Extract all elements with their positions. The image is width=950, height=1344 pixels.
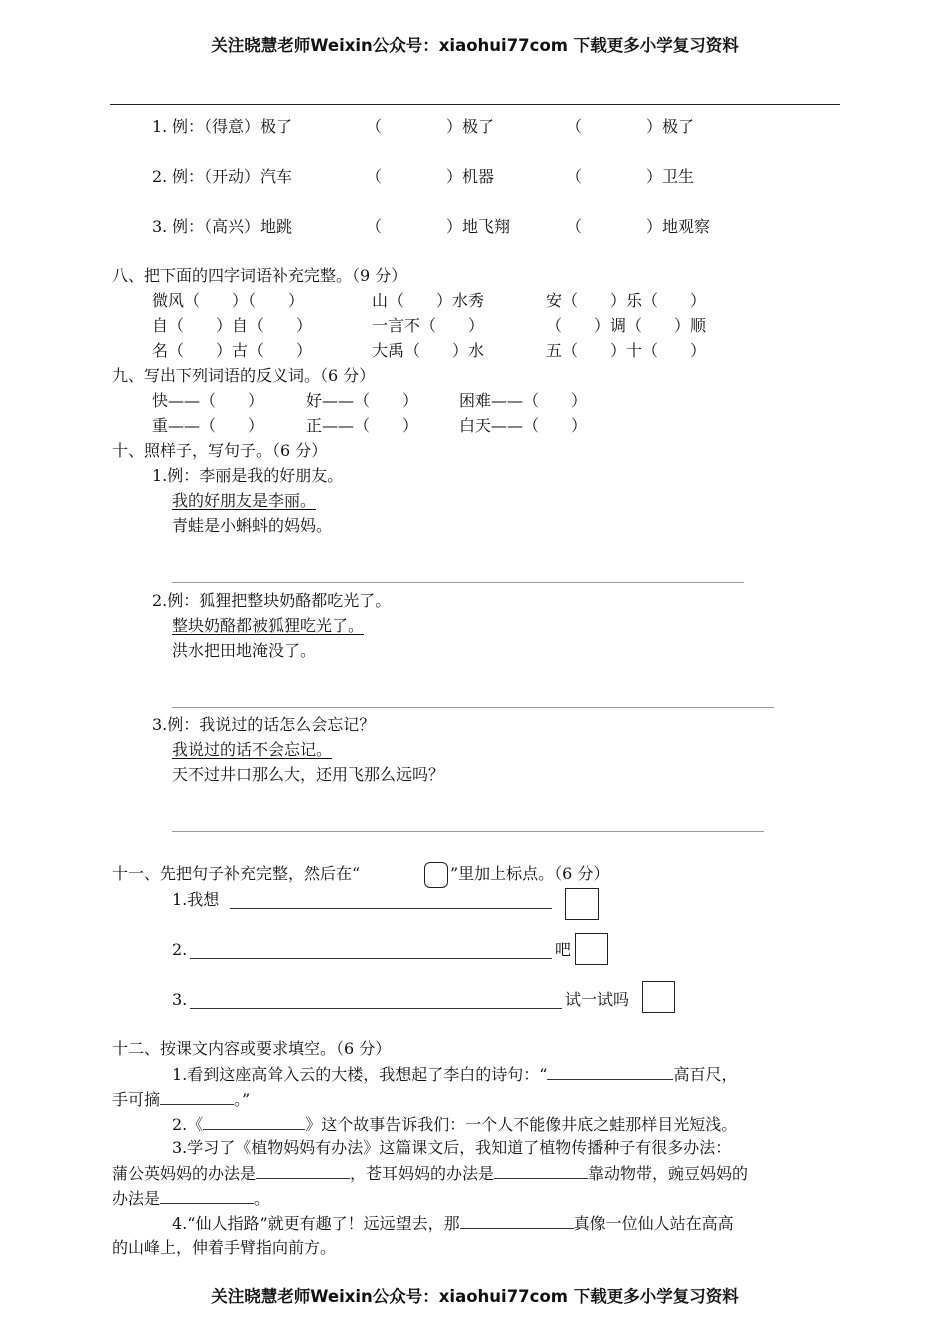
q12-l1-blank-2[interactable] xyxy=(160,1088,234,1105)
q9-r2-c3: 白天——（ ） xyxy=(459,416,588,435)
q11-item-3-line[interactable] xyxy=(190,1008,562,1009)
q11-item-1-punct-box[interactable] xyxy=(565,888,599,920)
q11-item-2-line[interactable] xyxy=(190,958,552,959)
q8-r2-c1: 自（ ）自（ ） xyxy=(152,316,313,335)
q7-row-2-blank-1: （ ）机器 xyxy=(366,167,495,186)
q10-item-2-task: 洪水把田地淹没了。 xyxy=(172,641,317,660)
q12-l3-text-e: 办法是 xyxy=(112,1189,161,1208)
q10-item-3-answer-line xyxy=(172,831,764,832)
q12-l3-blank-2[interactable] xyxy=(494,1162,588,1179)
q12-l3-blank-1[interactable] xyxy=(256,1162,350,1179)
q12-l3-text-f: 。 xyxy=(254,1189,271,1208)
q8-r1-c2: 山（ ）水秀 xyxy=(372,291,485,310)
q10-item-1-answer-line xyxy=(172,582,744,583)
q11-item-3-num: 3. xyxy=(172,990,188,1009)
q11-item-2-num: 2. xyxy=(172,940,188,959)
q11-title-end: ”里加上标点。（6 分） xyxy=(450,864,610,883)
q12-line-3: 3.学习了《植物妈妈有办法》这篇课文后，我知道了植物传播种子有很多办法： xyxy=(172,1138,732,1157)
q12-l1-text-b: 高百尺， xyxy=(673,1065,738,1084)
q12-line-4-cont: 的山峰上，伸着手臂指向前方。 xyxy=(112,1238,337,1257)
q10-item-1-task: 青蛙是小蝌蚪的妈妈。 xyxy=(172,516,333,535)
q9-r1-c1: 快——（ ） xyxy=(152,391,265,410)
q10-item-2-prompt: 2.例：狐狸把整块奶酪都吃光了。 xyxy=(152,591,392,610)
q12-line-1-cont xyxy=(112,1088,250,1111)
q12-l3-text-b: 蒲公英妈妈的办法是 xyxy=(112,1164,257,1183)
q11-title-start: 十一、先把句子补充完整，然后在“ xyxy=(112,864,361,883)
q12-title: 十二、按课文内容或要求填空。（6 分） xyxy=(112,1039,392,1058)
q8-r1-c1: 微风（ ）（ ） xyxy=(152,291,305,310)
q12-l2-text-b: 》这个故事告诉我们：一个人不能像井底之蛙那样目光短浅。 xyxy=(305,1115,738,1134)
q12-line-2 xyxy=(172,1113,737,1136)
q9-r1-c3: 困难——（ ） xyxy=(459,391,588,410)
page-footer: 关注晓慧老师Weixin公众号：xiaohui77com 下载更多小学复习资料 xyxy=(211,1287,739,1306)
q12-l1-text-a: 1.看到这座高耸入云的大楼，我想起了李白的诗句：“ xyxy=(172,1065,548,1084)
q8-r3-c2: 大禹（ ）水 xyxy=(372,341,485,360)
q12-l1-text-c: 手可摘 xyxy=(112,1090,161,1109)
q11-item-3-end: 试一试吗 xyxy=(565,990,630,1009)
q11-title-box xyxy=(424,862,448,888)
q7-row-3-blank-1: （ ）地飞翔 xyxy=(366,217,511,236)
q7-row-1-num: 1. xyxy=(152,117,168,136)
q12-line-3-cont xyxy=(112,1162,748,1185)
q7-row-2-num: 2. xyxy=(152,167,168,186)
page-header: 关注晓慧老师Weixin公众号：xiaohui77com 下载更多小学复习资料 xyxy=(211,36,739,55)
q7-row-1-example: 例：（得意）极了 xyxy=(172,117,293,136)
q9-r2-c2: 正——（ ） xyxy=(306,416,419,435)
q8-r2-c2: 一言不（ ） xyxy=(372,316,485,335)
q11-item-1-line[interactable] xyxy=(230,908,552,909)
q8-r2-c3: （ ）调（ ）顺 xyxy=(546,316,707,335)
q10-item-1-prompt: 1.例：李丽是我的好朋友。 xyxy=(152,466,344,485)
q8-r3-c1: 名（ ）古（ ） xyxy=(152,341,313,360)
q10-item-2-answer: 整块奶酪都被狐狸吃光了。 xyxy=(172,616,365,635)
q11-item-2-end: 吧 xyxy=(555,940,572,959)
q7-row-2-blank-2: （ ）卫生 xyxy=(566,167,695,186)
q12-l4-text-b: 真像一位仙人站在高高 xyxy=(573,1214,734,1233)
q12-line-1 xyxy=(172,1063,737,1086)
q12-l4-blank[interactable] xyxy=(460,1212,574,1229)
q10-item-3-prompt: 3.例：我说过的话怎么会忘记？ xyxy=(152,715,376,734)
q12-l3-text-c: ，苍耳妈妈的办法是 xyxy=(350,1164,495,1183)
q7-row-3-blank-2: （ ）地观察 xyxy=(566,217,711,236)
q12-l1-blank[interactable] xyxy=(547,1063,673,1080)
q7-row-3-num: 3. xyxy=(152,217,168,236)
q9-r1-c2: 好——（ ） xyxy=(306,391,419,410)
q7-row-1-blank-2: （ ）极了 xyxy=(566,117,695,136)
q12-l3-blank-3[interactable] xyxy=(160,1187,254,1204)
q8-title: 八、把下面的四字词语补充完整。（9 分） xyxy=(112,266,408,285)
q7-row-2-example: 例：（开动）汽车 xyxy=(172,167,293,186)
q12-l4-text-a: 4.“仙人指路”就更有趣了！远远望去，那 xyxy=(172,1214,460,1233)
q11-item-1: 1.我想 xyxy=(172,890,220,909)
q8-r3-c3: 五（ ）十（ ） xyxy=(546,341,707,360)
q10-item-1-answer: 我的好朋友是李丽。 xyxy=(172,491,317,510)
q12-line-3-end xyxy=(112,1187,270,1210)
q10-item-3-task: 天不过井口那么大，还用飞那么远吗？ xyxy=(172,765,445,784)
q12-l1-text-d: 。” xyxy=(234,1090,251,1109)
q12-line-4 xyxy=(172,1212,734,1235)
q7-row-3-example: 例：（高兴）地跳 xyxy=(172,217,293,236)
q12-l2-text-a: 2.《 xyxy=(172,1115,204,1134)
q7-row-1-blank-1: （ ）极了 xyxy=(366,117,495,136)
q10-title: 十、照样子，写句子。（6 分） xyxy=(112,441,328,460)
q9-r2-c1: 重——（ ） xyxy=(152,416,265,435)
q9-title: 九、写出下列词语的反义词。（6 分） xyxy=(112,366,376,385)
q11-item-3-punct-box[interactable] xyxy=(642,981,675,1013)
q8-r1-c3: 安（ ）乐（ ） xyxy=(546,291,707,310)
header-rule xyxy=(110,104,840,105)
q10-item-3-answer: 我说过的话不会忘记。 xyxy=(172,740,333,759)
q11-item-2-punct-box[interactable] xyxy=(575,933,608,965)
q12-l3-text-d: 靠动物带，豌豆妈妈的 xyxy=(588,1164,749,1183)
q12-l2-blank[interactable] xyxy=(203,1113,305,1130)
q10-item-2-answer-line xyxy=(172,707,774,708)
